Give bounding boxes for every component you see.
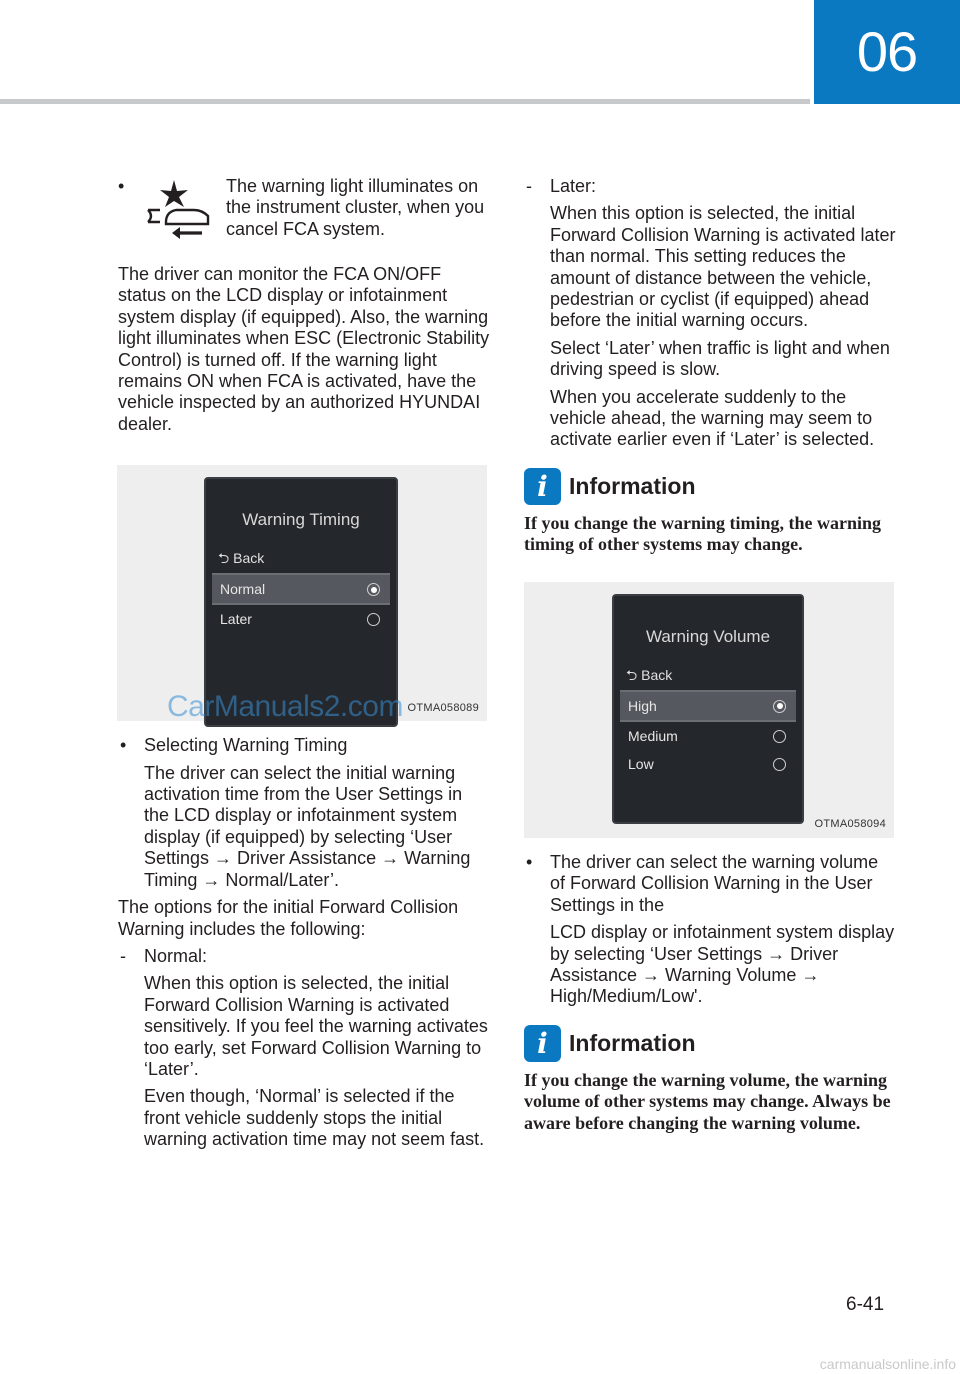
- fca-warning-bullet: [118, 176, 490, 256]
- bullet-heading: Selecting Warning Timing: [144, 735, 348, 756]
- warning-volume-figure: [524, 582, 894, 838]
- option-normal: [212, 575, 390, 603]
- back-arrow-icon: ⮌: [626, 666, 638, 683]
- option-label: High: [628, 697, 657, 714]
- fca-off-warning-icon: [144, 178, 218, 240]
- bullet-body: The driver can select the initial warning activation time from the User Settings in the LCD display or infotainment system display (if equipped) by selecting ‘User Settings → Driver Assistance → Warning Timing → Normal/Later’.: [144, 762, 471, 890]
- warning-volume-bullet: [524, 852, 896, 1008]
- page-number: 6-41: [846, 1294, 885, 1315]
- warning-volume-screen: [612, 594, 804, 824]
- option-label: Medium: [628, 727, 678, 744]
- information-heading-1: [524, 465, 896, 509]
- options-paragraph: The options for the initial Forward Collision Warning includes the following:: [118, 897, 459, 939]
- back-item: [626, 665, 672, 686]
- bullet-dot: •: [120, 735, 127, 756]
- right-column: [524, 176, 896, 1138]
- figure-code: OTMA058089: [407, 701, 479, 714]
- dash-mark: -: [526, 176, 532, 196]
- radio-unselected-icon: [773, 758, 786, 771]
- information-icon: i: [524, 1025, 561, 1062]
- header-rule: [0, 99, 810, 104]
- back-label: Back: [233, 550, 265, 567]
- screen-title: Warning Volume: [645, 626, 771, 646]
- normal-description: When this option is selected, the initial Forward Collision Warning is activated sensitively. If you feel the warning activates too early, set Forward Collision Warning to ‘Later’.: [144, 973, 488, 1079]
- information-title: Information: [569, 473, 696, 500]
- bullet-dot: •: [526, 851, 533, 872]
- option-later: [212, 605, 390, 633]
- site-watermark: carmanualsonline.info: [819, 1356, 956, 1372]
- bullet-body: The driver can select the warning volume of Forward Collision Warning in the User Settings in the: [550, 851, 879, 915]
- later-description: When this option is selected, the initial Forward Collision Warning is activated later than normal. This setting reduces the amount of distance between the vehicle, pedestrian or cyclist (if equipped) ahead before the initial warning occurs.: [550, 203, 896, 331]
- option-high: [620, 692, 796, 720]
- later-advice: Select ‘Later’ when traffic is light and when driving speed is slow.: [550, 337, 890, 380]
- option-label: Normal: [220, 581, 266, 598]
- option-medium: [620, 722, 796, 750]
- option-label: Later: [220, 611, 252, 628]
- information-icon: i: [524, 468, 561, 505]
- watermark: CarManuals2.com: [167, 689, 403, 723]
- radio-unselected-icon: [773, 730, 786, 743]
- option-low: [620, 750, 796, 778]
- later-label: Later:: [550, 176, 597, 196]
- information-heading-2: [524, 1022, 896, 1066]
- fca-status-paragraph: The driver can monitor the FCA ON/OFF status on the LCD display or infotainment system display (if equipped). Also, the warning light illuminates when ESC (Electronic Stability Control) is turned off. If the warning light remains ON when FCA is activated, have the vehicle inspected by an authorized HYUNDAI dealer.: [118, 264, 490, 434]
- selecting-timing-bullet: [118, 735, 490, 891]
- fca-warning-text: The warning light illuminates on the instrument cluster, when you cancel FCA system.: [226, 176, 485, 239]
- option-label: Low: [628, 755, 654, 772]
- information-body-1: If you change the warning timing, the warning timing of other systems may change.: [524, 512, 882, 555]
- later-note: When you accelerate suddenly to the vehicle ahead, the warning may seem to activate earlier even if ‘Later’ is selected.: [550, 386, 875, 450]
- chapter-tab: 06: [814, 0, 960, 104]
- radio-selected-icon: [773, 700, 786, 713]
- back-arrow-icon: ⮌: [218, 550, 230, 567]
- bullet-body-continued: LCD display or infotainment system display by selecting ‘User Settings → Driver Assistance → Warning Volume → High/Medium/Low'.: [550, 922, 895, 1007]
- normal-option-item: [118, 946, 490, 1151]
- back-label: Back: [641, 666, 673, 683]
- left-column: [118, 176, 490, 1157]
- later-option-item: [524, 176, 896, 451]
- screen-title: Warning Timing: [242, 510, 360, 530]
- warning-timing-figure: [117, 465, 487, 721]
- normal-label: Normal:: [144, 945, 208, 966]
- normal-note: Even though, ‘Normal’ is selected if the front vehicle suddenly stops the initial warning activation time may not seem fast.: [144, 1086, 485, 1150]
- figure-code: OTMA058094: [814, 818, 886, 831]
- information-body-2: If you change the warning volume, the warning volume of other systems may change. Always be aware before changing the warning volume.: [524, 1069, 891, 1133]
- back-item: [218, 548, 264, 569]
- radio-unselected-icon: [367, 613, 380, 626]
- information-title: Information: [569, 1030, 696, 1057]
- radio-selected-icon: [367, 583, 380, 596]
- bullet-dot: •: [118, 176, 125, 196]
- dash-mark: -: [120, 945, 126, 966]
